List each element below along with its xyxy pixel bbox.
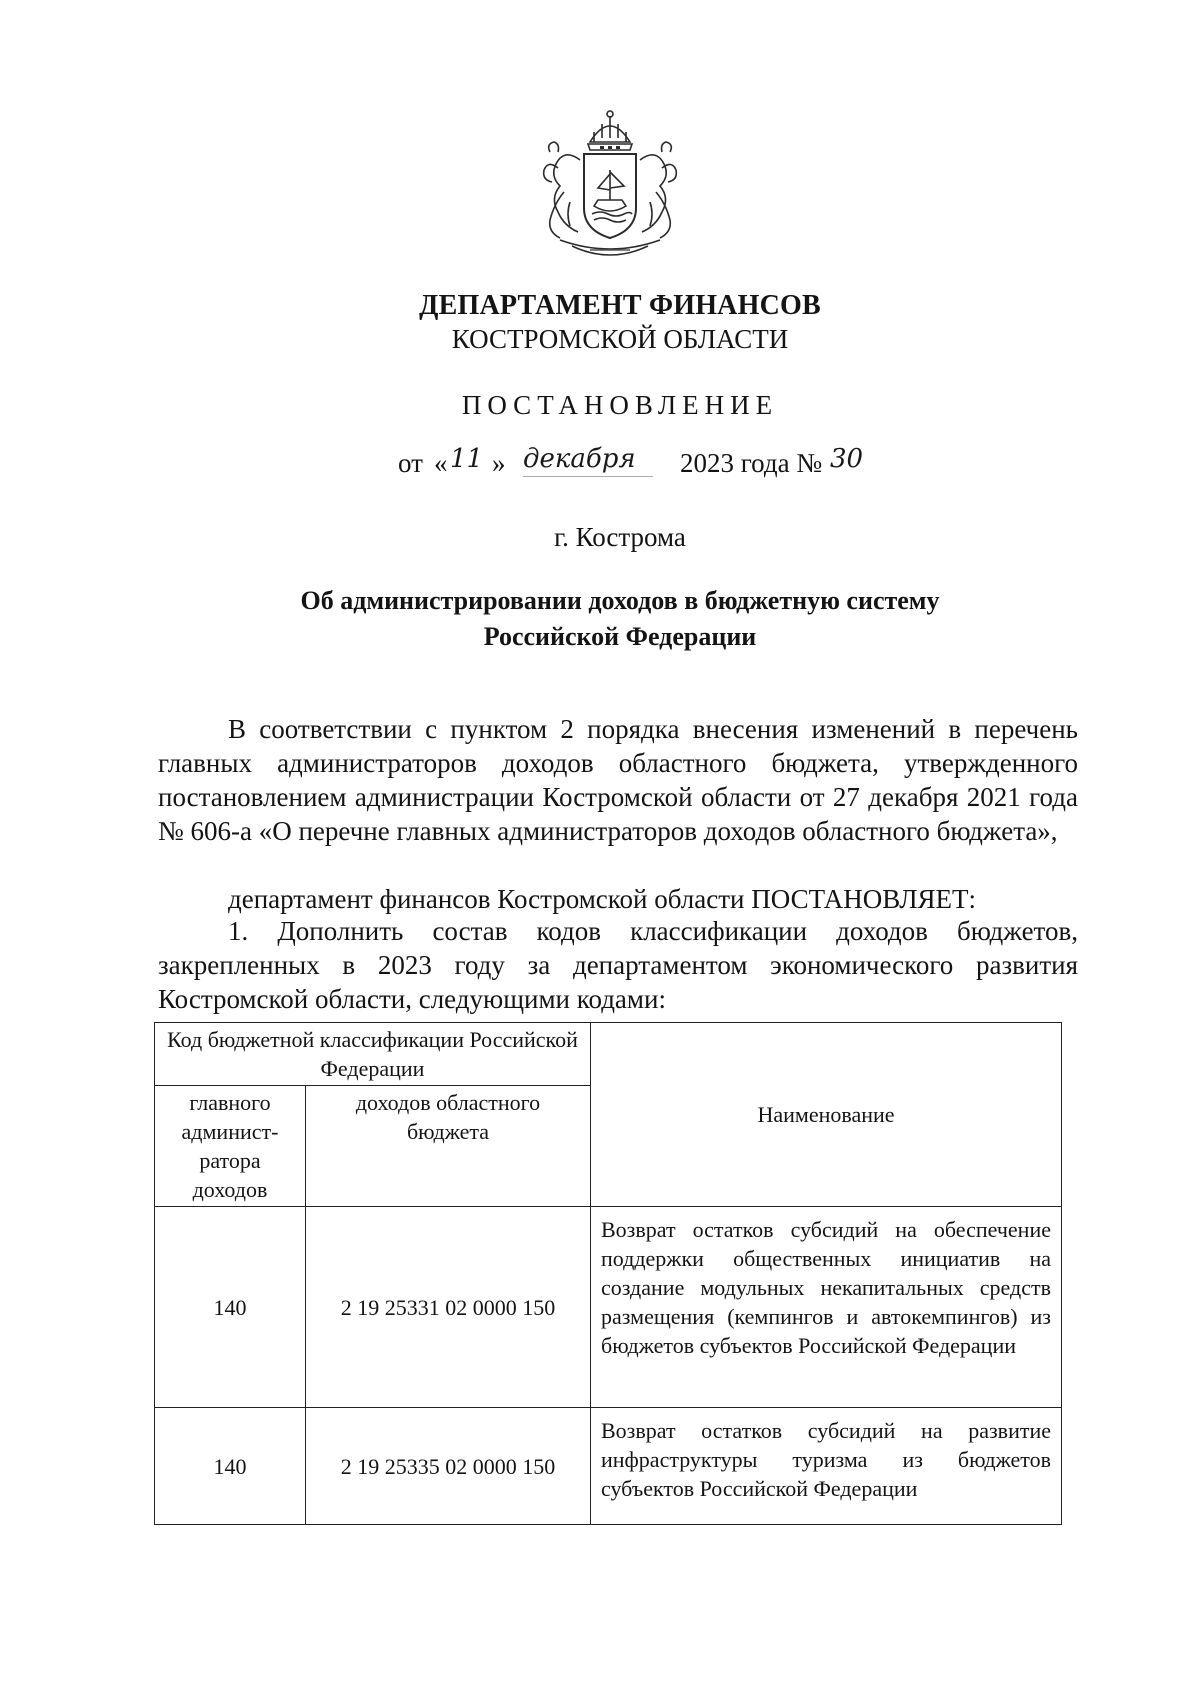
month-underline [523, 476, 653, 477]
date-open-quote: « [434, 448, 448, 478]
handwritten-month: декабря [523, 444, 636, 474]
date-year-text: 2023 года № [680, 448, 823, 478]
handwritten-number: 30 [830, 444, 864, 474]
body-paragraph-3: 1. Дополнить состав кодов классификации доходов бюджетов, закрепленных в 2023 году за департаментом экономического развития Костромской области, следующими кодами: [158, 916, 1078, 1014]
department-region: КОСТРОМСКОЙ ОБЛАСТИ [451, 324, 789, 354]
title-line-1: Об администрировании доходов в бюджетную систему [300, 586, 940, 615]
date-prefix: от [398, 448, 423, 478]
body-paragraph-2: департамент финансов Костромской области ПОСТАНОВЛЯЕТ: [228, 884, 977, 914]
cell-code: 2 19 25335 02 0000 150 [306, 1408, 591, 1525]
codes-table [154, 1022, 1062, 1525]
city: г. Кострома [554, 522, 686, 552]
table-header-row [155, 1023, 1062, 1086]
handwritten-day: 11 [450, 444, 484, 474]
cell-code: 2 19 25331 02 0000 150 [306, 1207, 591, 1408]
kostroma-coat-of-arms-icon [520, 108, 700, 268]
body-paragraph-1: В соответствии с пунктом 2 порядка внесения изменений в перечень главных администраторов доходов областного бюджета, утвержденного постановлением администрации Костромской области от 27 декабря 2021 года № 606-а «О перечне главных администраторов доходов областного бюджета», [158, 714, 1078, 846]
department-name: ДЕПАРТАМЕНТ ФИНАНСОВ [419, 290, 821, 321]
cell-admin: 140 [155, 1207, 306, 1408]
header-name: Наименование [591, 1023, 1062, 1207]
document-title [0, 583, 1200, 655]
date-line [398, 444, 918, 488]
table-row [155, 1408, 1062, 1525]
document-type: ПОСТАНОВЛЕНИЕ [461, 390, 779, 420]
header-admin: главного админист- ратора доходов [155, 1086, 306, 1207]
title-line-2: Российской Федерации [483, 622, 757, 651]
header-group: Код бюджетной классификации Российской Федерации [155, 1023, 591, 1086]
date-close-quote: » [492, 448, 506, 478]
table-row [155, 1207, 1062, 1408]
header-code: доходов областного бюджета [306, 1086, 591, 1207]
cell-name: Возврат остатков субсидий на развитие инфраструктуры туризма из бюджетов субъектов Российской Федерации [591, 1408, 1062, 1525]
cell-admin: 140 [155, 1408, 306, 1525]
cell-name: Возврат остатков субсидий на обеспечение поддержки общественных инициатив на создание модульных некапитальных средств размещения (кемпингов и автокемпингов) из бюджетов субъектов Российской Федерации [591, 1207, 1062, 1408]
